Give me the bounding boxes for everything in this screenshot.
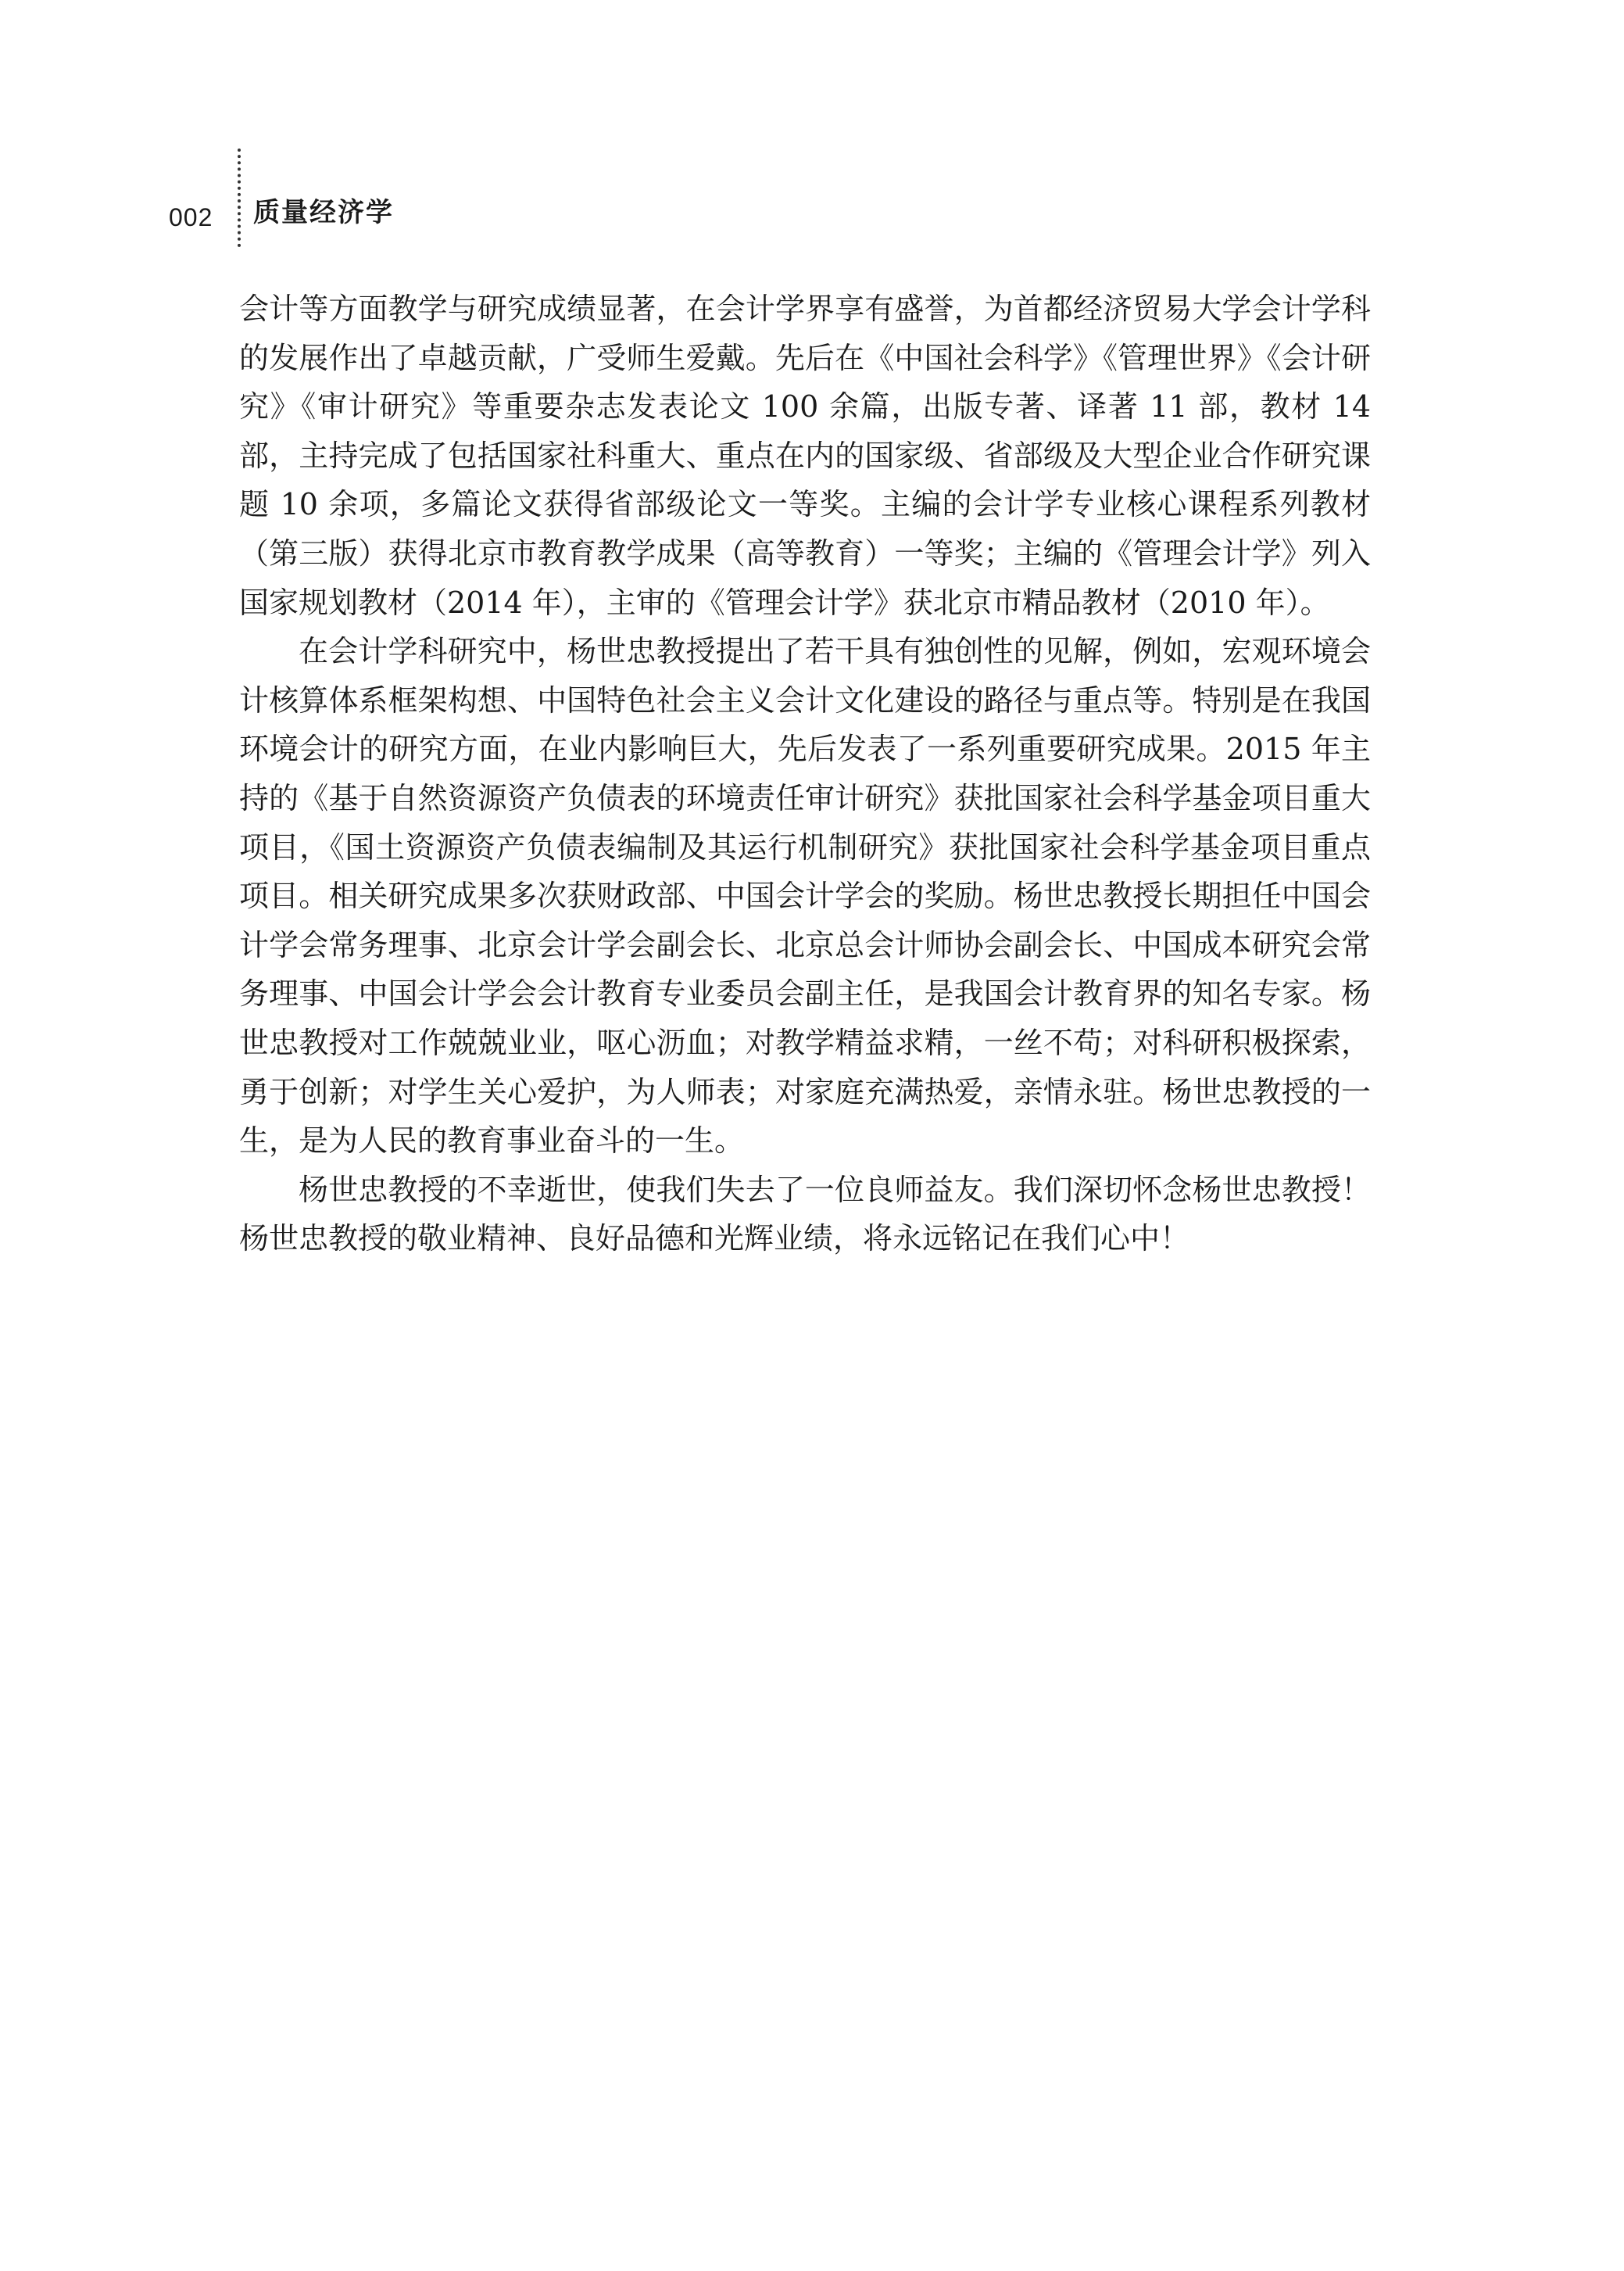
header-divider xyxy=(238,149,241,247)
book-title: 质量经济学 xyxy=(253,197,394,228)
paragraph-continued: 会计等方面教学与研究成绩显著，在会计学界享有盛誉，为首都经济贸易大学会计学科的发展作出了卓越贡献，广受师生爱戴。先后在《中国社会科学》《管理世界》《会计研究》《审计研究》等重要杂志发表论文 100 余篇，出版专著、译著 11 部，教材 14 部，主持完成了包括国家社科重大、重点在内的国家级、省部级及大型企业合作研究课题 10 余项，多篇论文获得省部级论文一等奖。主编的会计学专业核心课程系列教材（第三版）获得北京市教育教学成果（高等教育）一等奖；主编的《管理会计学》列入国家规划教材（2014 年），主审的《管理会计学》获北京市精品教材（2010 年）。 xyxy=(239,292,1371,620)
body-text xyxy=(239,285,1371,1263)
running-header xyxy=(169,186,230,249)
paragraph-tribute: 杨世忠教授的不幸逝世，使我们失去了一位良师益友。我们深切怀念杨世忠教授！杨世忠教授的敬业精神、良好品德和光辉业绩，将永远铭记在我们心中！ xyxy=(239,1172,1371,1256)
page-number: 002 xyxy=(169,202,213,231)
paragraph-research: 在会计学科研究中，杨世忠教授提出了若干具有独创性的见解，例如，宏观环境会计核算体系框架构想、中国特色社会主义会计文化建设的路径与重点等。特别是在我国环境会计的研究方面，在业内影响巨大，先后发表了一系列重要研究成果。2015 年主持的《基于自然资源资产负债表的环境责任审计研究》获批国家社会科学基金项目重大项目，《国土资源资产负债表编制及其运行机制研究》获批国家社会科学基金项目重点项目。相关研究成果多次获财政部、中国会计学会的奖励。杨世忠教授长期担任中国会计学会常务理事、北京会计学会副会长、北京总会计师协会副会长、中国成本研究会常务理事、中国会计学会会计教育专业委员会副主任，是我国会计教育界的知名专家。杨世忠教授对工作兢兢业业，呕心沥血；对教学精益求精，一丝不苟；对科研积极探索，勇于创新；对学生关心爱护，为人师表；对家庭充满热爱，亲情永驻。杨世忠教授的一生，是为人民的教育事业奋斗的一生。 xyxy=(239,634,1371,1159)
